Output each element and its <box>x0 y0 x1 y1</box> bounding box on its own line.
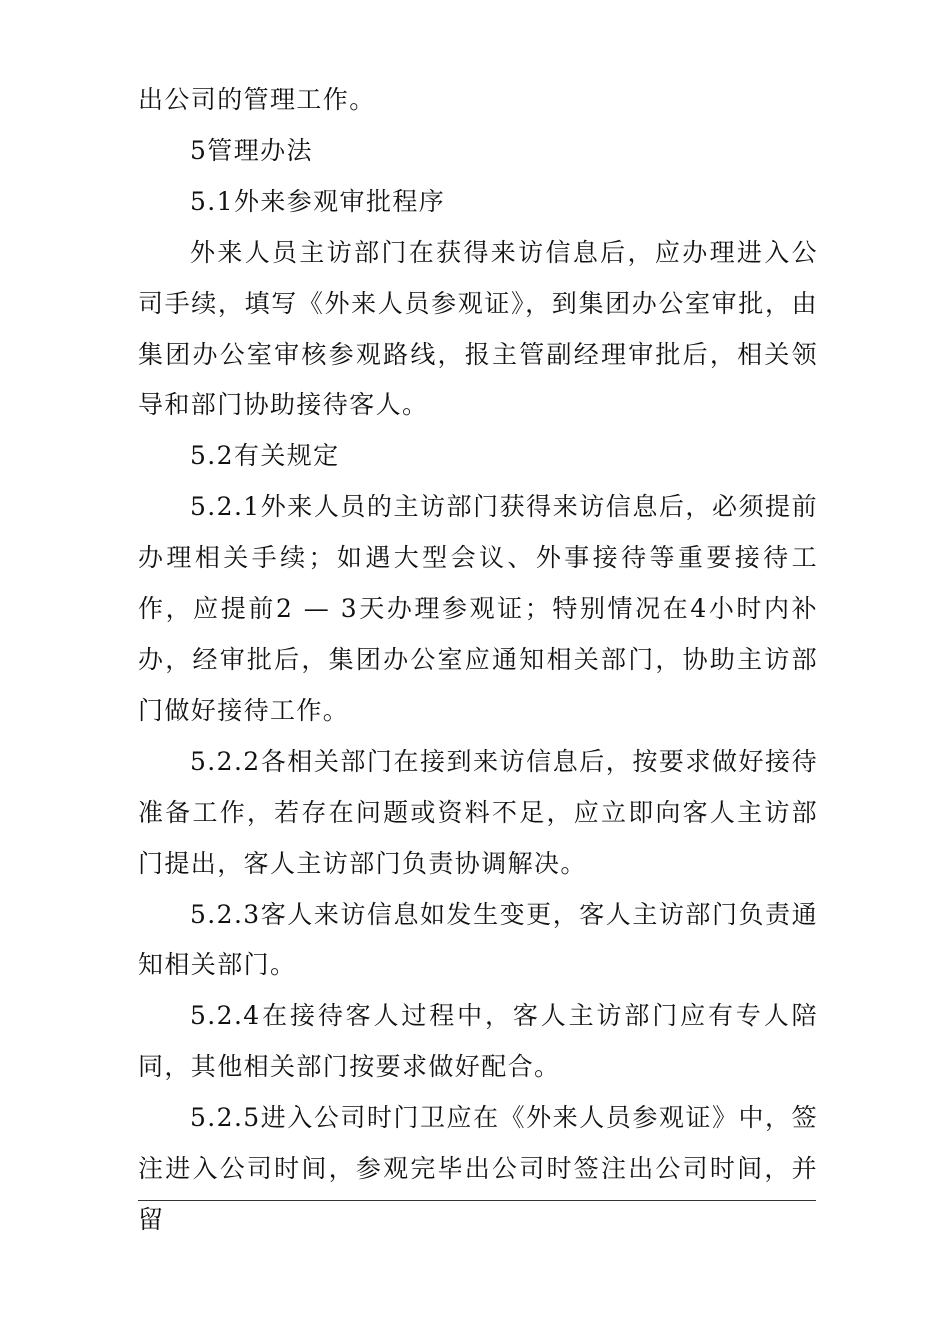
subsection-heading-approval-procedure: 5.1外来参观审批程序 <box>190 186 446 216</box>
section-heading-management-methods: 5管理办法 <box>190 135 313 165</box>
paragraph-rule-5-2-2: 5.2.2各相关部门在接到来访信息后，按要求做好接待准备工作，若存在问题或资料不足，应立即向客人主访部门提出，客人主访部门负责协调解决。 <box>138 746 818 878</box>
paragraph-approval-procedure: 外来人员主访部门在获得来访信息后，应办理进入公司手续，填写《外来人员参观证》，到集团办公室审批，由集团办公室审核参观路线，报主管副经理审批后，相关领导和部门协助接待客人。 <box>138 237 818 420</box>
document-body <box>138 75 818 1246</box>
paragraph-rule-5-2-1: 5.2.1外来人员的主访部门获得来访信息后，必须提前办理相关手续；如遇大型会议、外事接待等重要接待工作，应提前2 — 3天办理参观证；特别情况在4小时内补办，经审批后，集团办公室应通知相关部门，协助主访部门做好接待工作。 <box>138 492 818 725</box>
paragraph-rule-5-2-4: 5.2.4在接待客人过程中，客人主访部门应有专人陪同，其他相关部门按要求做好配合。 <box>138 1001 818 1082</box>
subsection-heading-regulations: 5.2有关规定 <box>190 441 340 471</box>
footer-divider <box>138 1200 816 1201</box>
paragraph-rule-5-2-5: 5.2.5进入公司时门卫应在《外来人员参观证》中，签注进入公司时间，参观完毕出公司时签注出公司时间，并留 <box>138 1103 818 1234</box>
paragraph-rule-5-2-3: 5.2.3客人来访信息如发生变更，客人主访部门负责通知相关部门。 <box>138 899 818 980</box>
paragraph-continuation: 出公司的管理工作。 <box>138 85 376 114</box>
